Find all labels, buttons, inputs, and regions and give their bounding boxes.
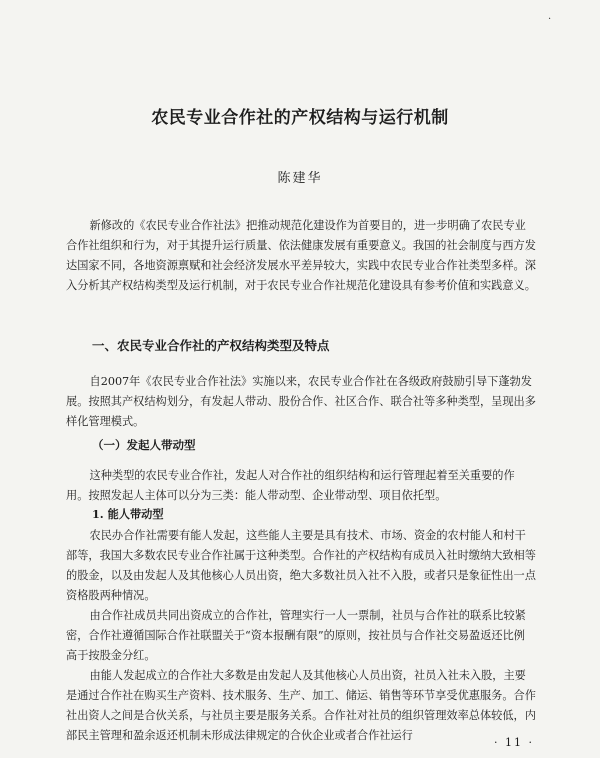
subsection-paragraph: 这种类型的农民专业合作社，发起人对合作社的组织结构和运行管理起着至关重要的作用。按照发起人主体可以分为三类：能人带动型、企业带动型、项目依托型。 xyxy=(66,469,515,502)
article-title: 农民专业合作社的产权结构与运行机制 xyxy=(151,108,449,128)
body-paragraph: 农民办合作社需要有能人发起，这些能人主要是具有技术、市场、资金的农村能人和村干部等，我国大多数农民专业合作社属于这种类型。合作社的产权结构有成员入社时缴纳大致相等的股金，以及由发起人及其他核心人员出资，绝大多数社员入社不入股，或者只是象征性出一点资格股两种情况。 xyxy=(66,529,536,602)
section-heading: 一、农民专业合作社的产权结构类型及特点 xyxy=(92,338,330,353)
subsection-heading: （一）发起人带动型 xyxy=(92,438,196,452)
body-paragraph: 由合作社成员共同出资成立的合作社，管理实行一人一票制，社员与合作社的联系比较紧密，合作社遵循国际合作社联盟关于“资本报酬有限”的原则，按社员与合作社交易盈返还比例高于按股金分红。 xyxy=(66,609,526,662)
article-author: 陈建华 xyxy=(277,171,323,186)
page-number: · 11 · xyxy=(494,736,534,749)
subsubsection-body xyxy=(66,526,536,746)
section-paragraph: 自2007年《农民专业合作社法》实施以来，农民专业合作社在各级政府鼓励引导下蓬勃发展。按照其产权结构划分，有发起人带动、股份合作、社区合作、联合社等多种类型，呈现出多样化管理模式。 xyxy=(66,375,536,428)
subsection-body xyxy=(66,466,536,506)
abstract xyxy=(66,216,536,296)
section-body xyxy=(66,372,536,432)
subsubsection-heading: 1. 能人带动型 xyxy=(92,507,164,521)
corner-mark: · xyxy=(548,14,552,25)
body-paragraph: 由能人发起成立的合作社大多数是由发起人及其他核心人员出资，社员入社未入股，主要是通过合作社在购买生产资料、技术服务、生产、加工、储运、销售等环节享受优惠服务。合作社出资人之间是合伙关系，与社员主要是服务关系。合作社对社员的组织管理效率总体较低，内部民主管理和盈余返还机制未形成法律规定的合伙企业或者合作社运行 xyxy=(66,669,536,742)
abstract-paragraph: 新修改的《农民专业合作社法》把推动规范化建设作为首要目的，进一步明确了农民专业合作社组织和行为，对于其提升运行质量、依法健康发展有重要意义。我国的社会制度与西方发达国家不同，各地资源禀赋和社会经济发展水平差异较大，实践中农民专业合作社类型多样。深入分析其产权结构类型及运行机制，对于农民专业合作社规范化建设具有参考价值和实践意义。 xyxy=(66,219,536,292)
